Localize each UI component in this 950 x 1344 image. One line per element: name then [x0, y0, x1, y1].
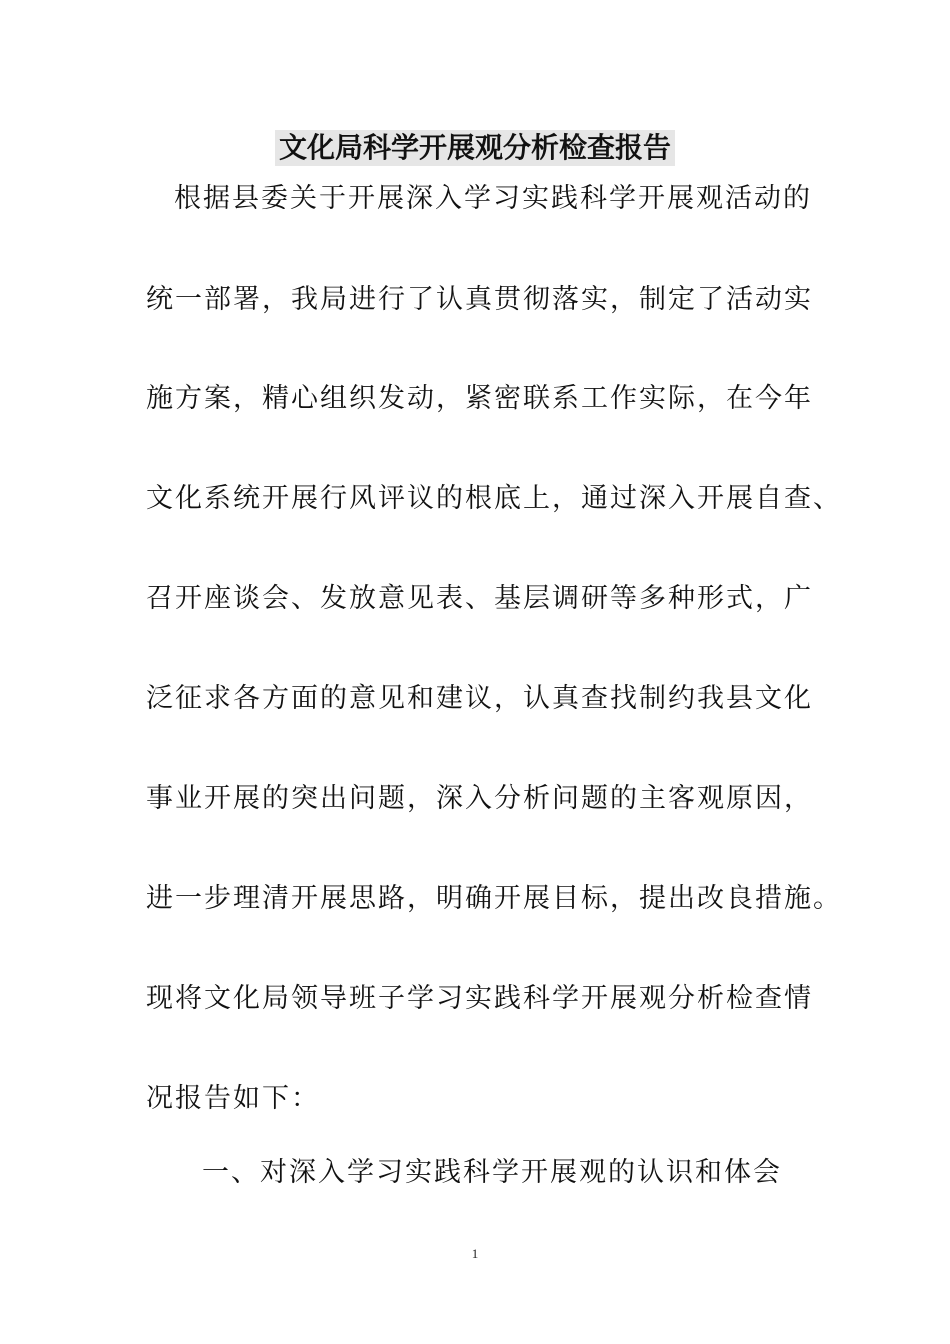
paragraph-line: 进一步理清开展思路，明确开展目标，提出改良措施。 — [146, 883, 842, 914]
section-heading: 一、对深入学习实践科学开展观的认识和体会 — [202, 1157, 782, 1188]
paragraph-line: 事业开展的突出问题，深入分析问题的主客观原因， — [146, 783, 813, 814]
paragraph-line: 文化系统开展行风评议的根底上，通过深入开展自查、 — [146, 483, 842, 514]
paragraph-line: 况报告如下： — [146, 1083, 320, 1114]
title-container — [0, 130, 950, 166]
paragraph-line: 根据县委关于开展深入学习实践科学开展观活动的 — [174, 183, 812, 214]
page-number: 1 — [471, 1246, 479, 1261]
paragraph-line: 现将文化局领导班子学习实践科学开展观分析检查情 — [146, 983, 813, 1014]
paragraph-line: 泛征求各方面的意见和建议，认真查找制约我县文化 — [146, 683, 813, 714]
paragraph-line: 施方案，精心组织发动，紧密联系工作实际，在今年 — [146, 383, 813, 414]
paragraph-line: 召开座谈会、发放意见表、基层调研等多种形式，广 — [146, 583, 813, 614]
document-title: 文化局科学开展观分析检查报告 — [275, 130, 675, 166]
paragraph-line: 统一部署，我局进行了认真贯彻落实，制定了活动实 — [146, 284, 813, 315]
